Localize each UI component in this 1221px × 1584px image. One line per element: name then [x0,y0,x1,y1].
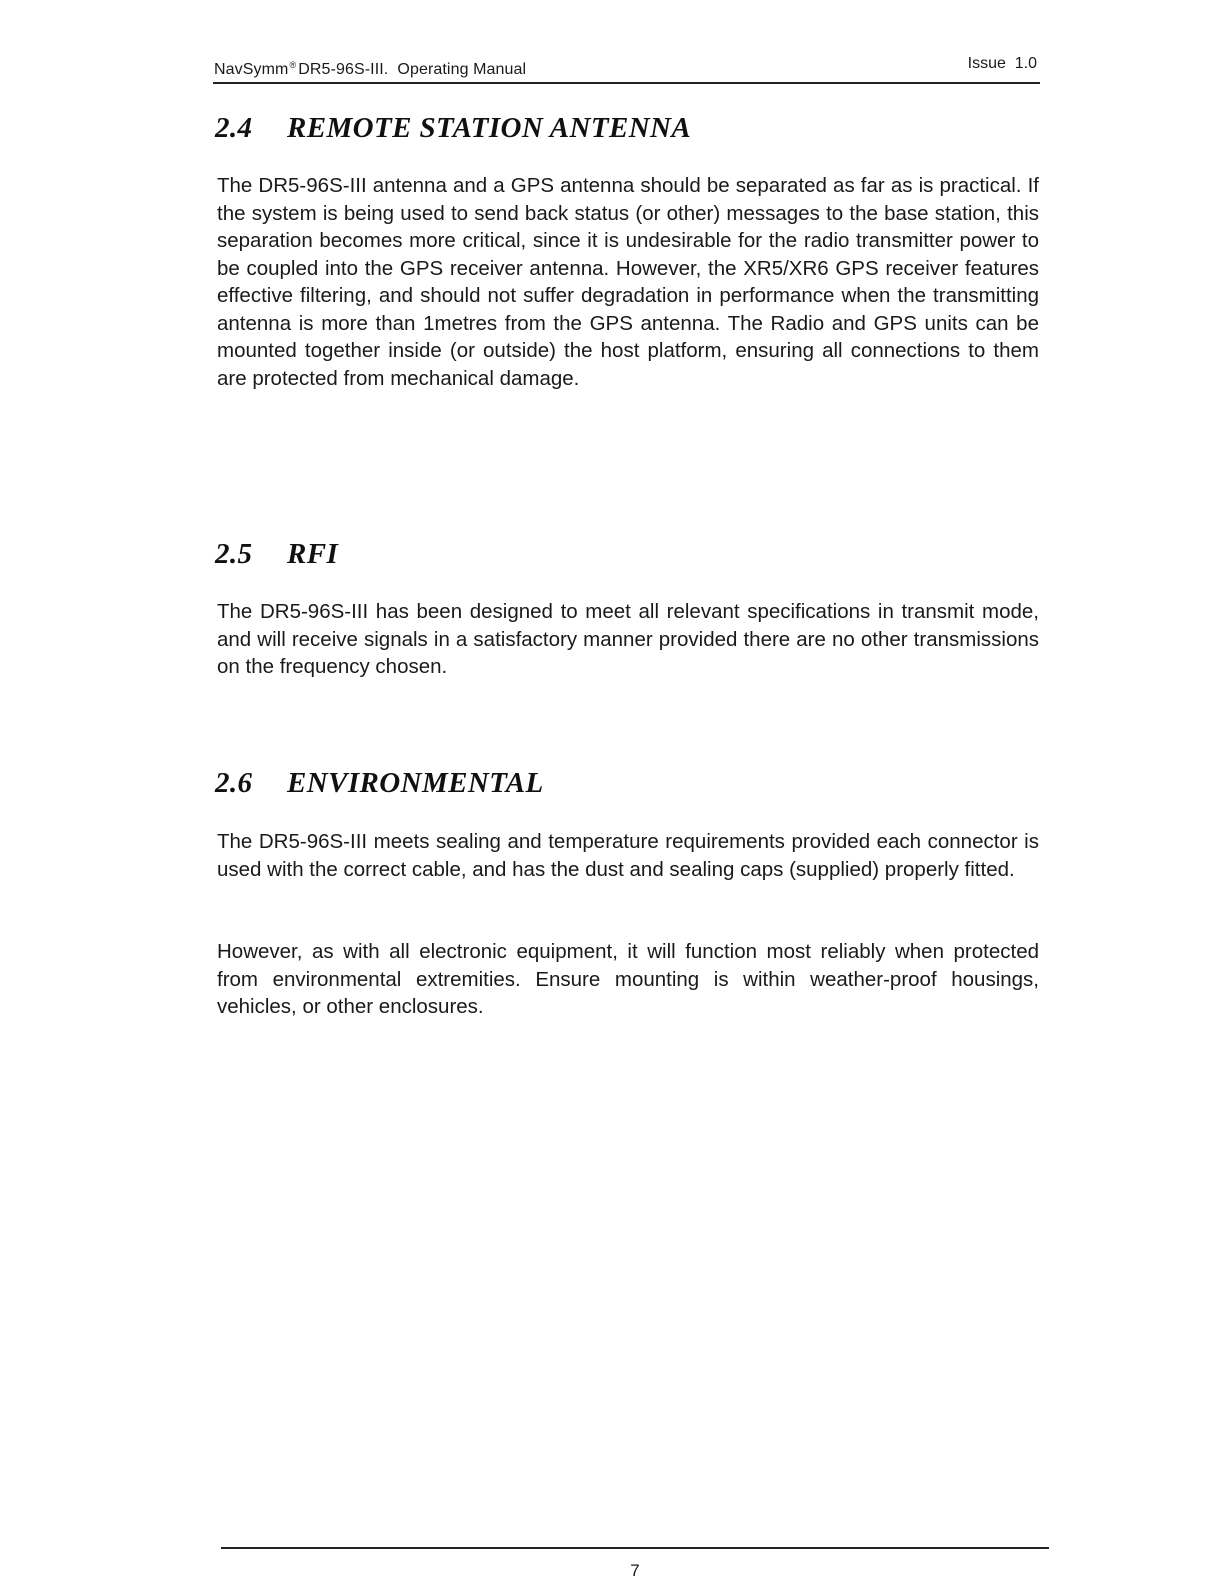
paragraph-environmental-protection: However, as with all electronic equipment, it will function most reliably when protected from environmental extremities. Ensure mounting is within weather-proof housings, vehicles, or other enclosures. [217,940,1039,1018]
manual-title [214,60,526,79]
page-number: 7 [630,1561,640,1580]
page-footer [221,1547,1049,1580]
section-number: 2.6 [215,767,253,799]
section-heading-2-6 [215,767,544,800]
section-heading-2-5 [215,538,338,571]
section-title: REMOTE STATION ANTENNA [287,112,692,144]
registered-mark: ® [289,60,297,70]
paragraph-remote-station-antenna: The DR5-96S-III antenna and a GPS antenna should be separated as far as is practical. If the system is being used to send back status (or other) messages to the base station, this separation becomes more critical, since it is undesirable for the radio transmitter power to be coupled into the GPS receiver antenna. However, the XR5/XR6 GPS receiver features effective filtering, and should not suffer degradation in performance when the transmitting antenna is more than 1metres from the GPS antenna. The Radio and GPS units can be mounted together inside (or outside) the host platform, ensuring all connections to them are protected from mechanical damage. [217,174,1039,390]
section-title: ENVIRONMENTAL [287,767,544,799]
section-number: 2.5 [215,538,253,570]
section-heading-2-4 [215,112,691,145]
page-header [213,52,1040,84]
section-number: 2.4 [215,112,253,144]
document-title: DR5-96S-III. Operating Manual [298,61,527,78]
issue-label: Issue 1.0 [967,55,1037,72]
paragraph-environmental-sealing: The DR5-96S-III meets sealing and temperature requirements provided each connector is used with the correct cable, and has the dust and sealing caps (supplied) properly fitted. [217,830,1039,881]
paragraph-rfi: The DR5-96S-III has been designed to meet all relevant specifications in transmit mode, and will receive signals in a satisfactory manner provided there are no other transmissions on the frequency chosen. [217,600,1039,678]
section-title: RFI [287,538,339,570]
brand-name: NavSymm [214,61,289,78]
